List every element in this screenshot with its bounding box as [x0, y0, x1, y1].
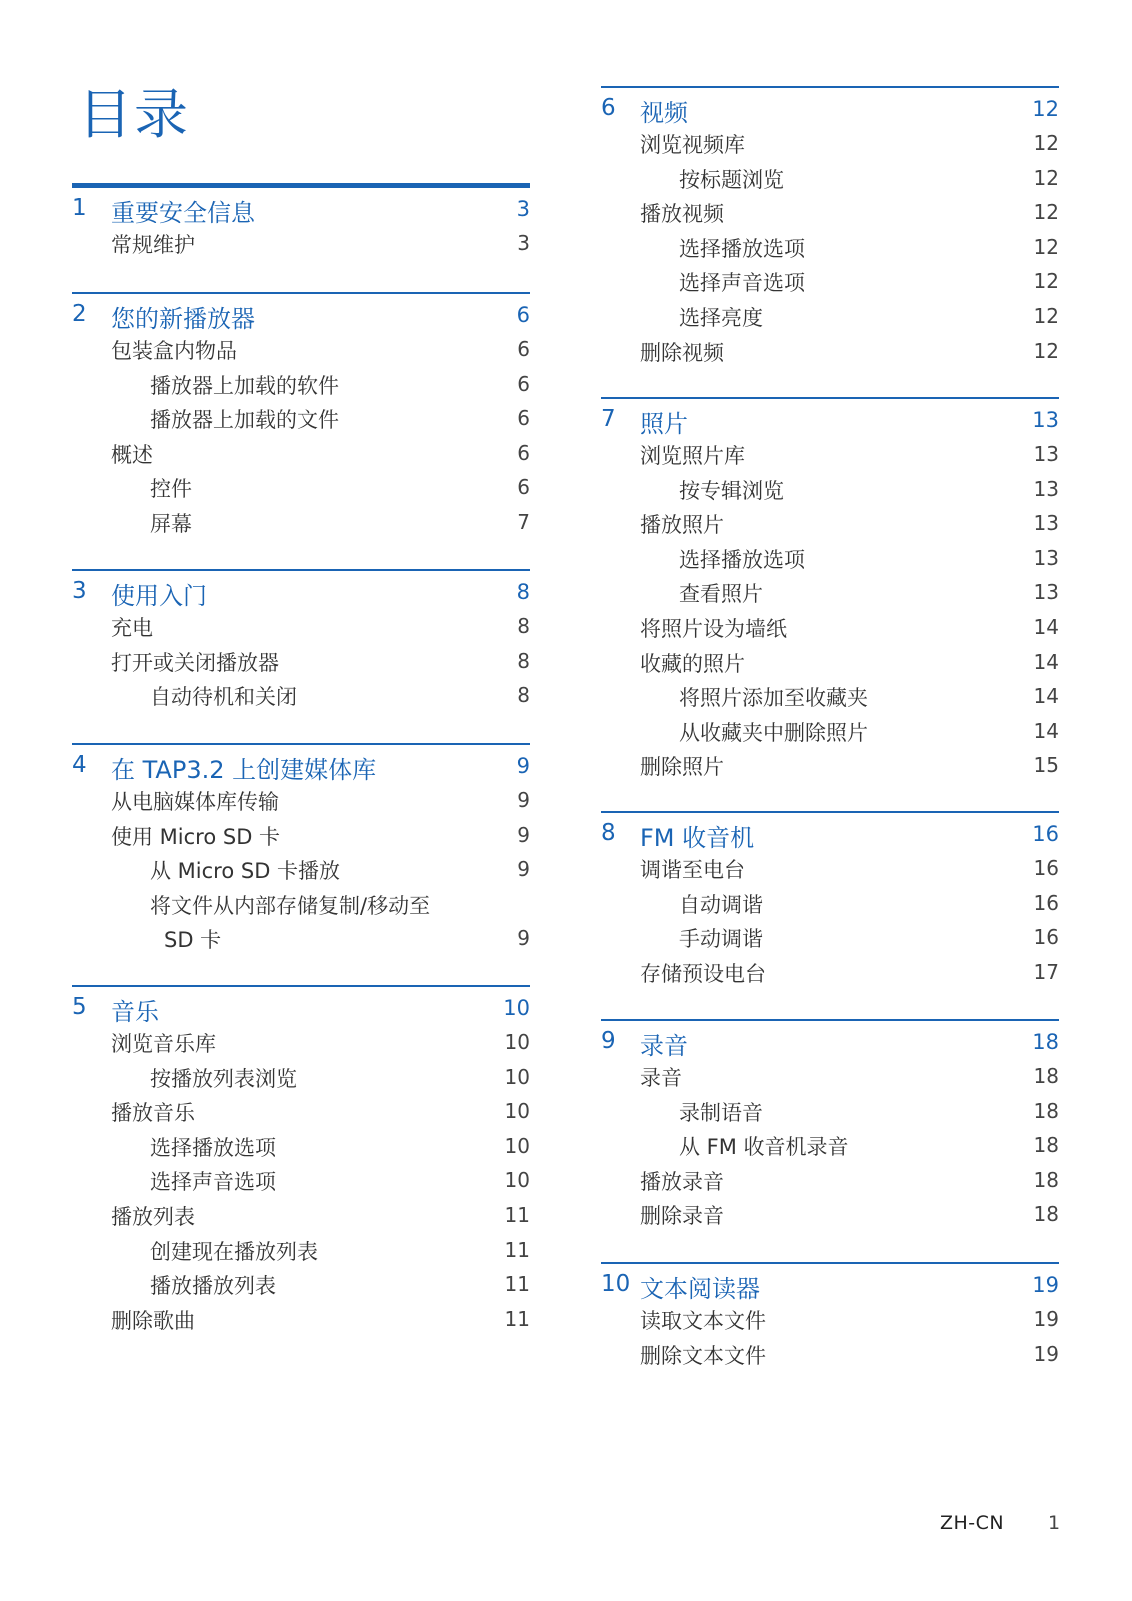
toc-entry[interactable] [601, 1303, 1059, 1338]
entry-label: 按播放列表浏览 [150, 1066, 297, 1091]
section-page: 10 [503, 996, 530, 1020]
entry-page: 8 [517, 614, 530, 638]
toc-entry[interactable] [72, 1026, 530, 1061]
toc-entry[interactable] [601, 611, 1059, 646]
entry-page: 13 [1033, 476, 1059, 501]
entry-page: 12 [1033, 303, 1059, 328]
entry-page: 18 [1033, 1202, 1059, 1227]
section-page: 6 [516, 303, 530, 327]
entry-label: 播放播放列表 [150, 1274, 276, 1299]
toc-entry[interactable] [601, 438, 1059, 473]
section-page: 3 [516, 197, 530, 221]
toc-section [601, 1262, 1059, 1372]
entry-page: 10 [504, 1099, 530, 1124]
toc-entry[interactable] [72, 506, 530, 541]
entry-label: 从 FM 收音机录音 [679, 1135, 849, 1160]
section-page: 16 [1032, 822, 1059, 846]
toc-entry[interactable] [601, 680, 1059, 715]
entry-page: 6 [517, 475, 530, 500]
entry-label: 播放音乐 [111, 1101, 195, 1126]
section-number: 7 [601, 406, 616, 432]
entry-page: 14 [1033, 614, 1059, 639]
toc-section [601, 397, 1059, 784]
entry-label: 选择声音选项 [150, 1170, 276, 1195]
entry-page: 7 [517, 509, 530, 534]
section-number: 6 [601, 95, 616, 121]
section-title: 文本阅读器 [640, 1275, 760, 1303]
entry-page: 18 [1033, 1167, 1059, 1192]
section-title: 录音 [640, 1032, 688, 1060]
toc-entry[interactable] [72, 1303, 530, 1338]
toc-entry[interactable] [601, 1198, 1059, 1233]
section-rule [601, 1262, 1059, 1264]
section-title: 重要安全信息 [111, 199, 255, 227]
entry-label: 屏幕 [150, 511, 192, 536]
toc-entry[interactable] [72, 368, 530, 403]
entry-page: 13 [1033, 511, 1059, 536]
entry-page: 14 [1033, 684, 1059, 709]
entry-label: 删除照片 [640, 755, 724, 780]
section-title: 视频 [640, 99, 688, 127]
entry-page: 9 [517, 788, 530, 812]
entry-label: 将文件从内部存储复制/移动至 [150, 893, 431, 918]
entry-page: 13 [1033, 545, 1059, 570]
toc-entry[interactable] [72, 1164, 530, 1199]
entry-label: 播放器上加载的软件 [150, 373, 339, 398]
toc-entry[interactable] [72, 402, 530, 437]
entry-label: 播放录音 [640, 1169, 724, 1194]
toc-entry[interactable] [72, 437, 530, 472]
section-number: 4 [72, 752, 87, 778]
section-rule [601, 397, 1059, 399]
toc-entry[interactable] [601, 300, 1059, 335]
entry-label: 选择亮度 [679, 305, 763, 330]
entry-page: 9 [517, 857, 530, 882]
toc-entry[interactable] [72, 888, 530, 923]
section-page: 8 [516, 580, 530, 604]
toc-entry[interactable] [72, 1061, 530, 1096]
entry-page: 10 [504, 1168, 530, 1193]
entry-label: 手动调谐 [679, 927, 763, 952]
toc-entry[interactable] [601, 231, 1059, 266]
entry-label: 常规维护 [111, 233, 195, 257]
section-rule [72, 183, 530, 188]
toc-section [72, 292, 530, 541]
entry-page: 18 [1033, 1133, 1059, 1158]
footer-page-number: 1 [1048, 1512, 1061, 1534]
entry-page: 11 [504, 1202, 530, 1227]
section-rule [601, 86, 1059, 88]
toc-entry[interactable] [601, 852, 1059, 887]
entry-page: 6 [517, 440, 530, 465]
toc-entry[interactable] [72, 922, 530, 957]
entry-page: 12 [1033, 269, 1059, 294]
section-number: 8 [601, 820, 616, 846]
toc-entry[interactable] [601, 956, 1059, 991]
entry-label: 读取文本文件 [640, 1309, 766, 1333]
toc-entry[interactable] [601, 576, 1059, 611]
section-title: 您的新播放器 [111, 305, 255, 333]
toc-entry[interactable] [601, 1129, 1059, 1164]
section-heading[interactable] [72, 992, 530, 1026]
toc-entry[interactable] [601, 1338, 1059, 1373]
section-title: FM 收音机 [640, 824, 755, 852]
toc-entry[interactable] [601, 715, 1059, 750]
section-heading[interactable] [72, 750, 530, 784]
section-number: 3 [72, 578, 87, 604]
entry-label: 将照片添加至收藏夹 [679, 686, 868, 711]
toc-entry[interactable] [72, 645, 530, 680]
section-number: 10 [601, 1271, 631, 1297]
toc-entry[interactable] [72, 784, 530, 819]
entry-page: 12 [1033, 165, 1059, 190]
toc-section [601, 1019, 1059, 1233]
toc-entry[interactable] [72, 333, 530, 368]
entry-page: 6 [517, 406, 530, 431]
entry-label: 按专辑浏览 [679, 478, 784, 503]
entry-page: 10 [504, 1030, 530, 1054]
section-page: 19 [1032, 1273, 1059, 1297]
section-rule [72, 569, 530, 571]
entry-label: 创建现在播放列表 [150, 1239, 318, 1264]
toc-entry[interactable] [72, 227, 530, 262]
section-rule [601, 1019, 1059, 1021]
toc-entry[interactable] [72, 1095, 530, 1130]
toc-entry[interactable] [601, 921, 1059, 956]
toc-entry[interactable] [72, 819, 530, 854]
entry-label: 播放照片 [640, 513, 724, 538]
entry-label: 将照片设为墙纸 [640, 616, 787, 641]
entry-label: 包装盒内物品 [111, 339, 237, 363]
section-number: 1 [72, 195, 87, 221]
entry-label: 播放列表 [111, 1204, 195, 1229]
entry-label: 播放器上加载的文件 [150, 408, 339, 433]
section-number: 2 [72, 301, 87, 327]
section-number: 5 [72, 994, 87, 1020]
entry-label: 删除歌曲 [111, 1308, 195, 1333]
entry-label: 自动待机和关闭 [150, 685, 297, 710]
toc-entry[interactable] [72, 610, 530, 645]
toc-section [72, 743, 530, 957]
entry-page: 6 [517, 371, 530, 396]
toc-section [601, 86, 1059, 369]
entry-label: 选择播放选项 [150, 1135, 276, 1160]
entry-label: 从 Micro SD 卡播放 [150, 859, 341, 884]
entry-page: 18 [1033, 1064, 1059, 1088]
toc-entry[interactable] [601, 196, 1059, 231]
toc-entry[interactable] [601, 1164, 1059, 1199]
section-page: 9 [516, 754, 530, 778]
toc-entry[interactable] [601, 473, 1059, 508]
entry-label: 从收藏夹中删除照片 [679, 720, 868, 745]
page-title: 目录 [78, 83, 190, 146]
section-title: 在 TAP3.2 上创建媒体库 [111, 756, 377, 784]
section-rule [72, 743, 530, 745]
entry-page: 10 [504, 1064, 530, 1089]
entry-page: 12 [1033, 338, 1059, 363]
section-rule [601, 811, 1059, 813]
toc-entry[interactable] [601, 887, 1059, 922]
footer-language: ZH-CN [940, 1512, 1005, 1534]
section-heading[interactable] [601, 1269, 1059, 1303]
entry-page: 9 [517, 822, 530, 847]
entry-label: 浏览照片库 [640, 444, 745, 468]
entry-label: 删除录音 [640, 1204, 724, 1229]
entry-label: 录制语音 [679, 1100, 763, 1125]
toc-entry[interactable] [601, 1060, 1059, 1095]
toc-entry[interactable] [72, 1199, 530, 1234]
toc-entry[interactable] [601, 162, 1059, 197]
toc-entry[interactable] [601, 749, 1059, 784]
entry-page: 8 [517, 683, 530, 708]
entry-page: 17 [1033, 959, 1059, 984]
section-page: 18 [1032, 1030, 1059, 1054]
entry-label: 选择声音选项 [679, 271, 805, 296]
entry-label: 浏览音乐库 [111, 1032, 216, 1056]
toc-entry[interactable] [601, 507, 1059, 542]
entry-page: 14 [1033, 718, 1059, 743]
entry-page: 9 [517, 926, 530, 951]
entry-page: 18 [1033, 1098, 1059, 1123]
entry-page: 12 [1033, 131, 1059, 155]
entry-page: 11 [504, 1272, 530, 1297]
toc-section [601, 811, 1059, 990]
entry-label: 删除文本文件 [640, 1343, 766, 1368]
entry-label: 播放视频 [640, 202, 724, 227]
entry-label: 删除视频 [640, 340, 724, 365]
entry-page: 16 [1033, 856, 1059, 880]
entry-page: 14 [1033, 649, 1059, 674]
entry-page: 16 [1033, 890, 1059, 915]
entry-page: 19 [1033, 1307, 1059, 1331]
entry-page: 13 [1033, 442, 1059, 466]
entry-label: 充电 [111, 616, 153, 640]
toc-entry[interactable] [601, 542, 1059, 577]
toc-entry[interactable] [72, 1234, 530, 1269]
entry-page: 11 [504, 1306, 530, 1331]
entry-label: 调谐至电台 [640, 858, 745, 882]
section-title: 照片 [640, 410, 688, 438]
entry-label: 按标题浏览 [679, 167, 784, 192]
entry-page: 16 [1033, 925, 1059, 950]
toc-entry[interactable] [72, 1268, 530, 1303]
entry-page: 19 [1033, 1341, 1059, 1366]
entry-label: 从电脑媒体库传输 [111, 790, 279, 814]
section-rule [72, 985, 530, 987]
entry-label: 控件 [150, 477, 192, 502]
section-heading[interactable] [601, 818, 1059, 852]
entry-label: 录音 [640, 1066, 682, 1090]
toc-entry[interactable] [601, 127, 1059, 162]
toc-entry[interactable] [601, 265, 1059, 300]
toc-section [72, 183, 530, 262]
entry-label: SD 卡 [164, 928, 222, 953]
entry-label: 浏览视频库 [640, 133, 745, 157]
section-rule [72, 292, 530, 294]
section-page: 13 [1032, 408, 1059, 432]
toc-section [72, 569, 530, 714]
toc-entry[interactable] [601, 646, 1059, 681]
section-title: 使用入门 [111, 582, 207, 610]
toc-entry[interactable] [72, 679, 530, 714]
toc-entry[interactable] [72, 471, 530, 506]
entry-label: 打开或关闭播放器 [111, 650, 279, 675]
entry-label: 概述 [111, 442, 153, 467]
entry-page: 13 [1033, 580, 1059, 605]
entry-page: 11 [504, 1237, 530, 1262]
section-page: 12 [1032, 97, 1059, 121]
toc-entry[interactable] [72, 1130, 530, 1165]
entry-label: 自动调谐 [679, 892, 763, 917]
section-heading[interactable] [601, 1026, 1059, 1060]
entry-page: 8 [517, 648, 530, 673]
entry-label: 选择播放选项 [679, 547, 805, 572]
toc-entry[interactable] [72, 853, 530, 888]
section-title: 音乐 [111, 998, 159, 1026]
section-heading[interactable] [601, 93, 1059, 127]
section-number: 9 [601, 1028, 616, 1054]
entry-label: 收藏的照片 [640, 651, 745, 676]
entry-page: 10 [504, 1133, 530, 1158]
entry-label: 使用 Micro SD 卡 [111, 824, 281, 849]
section-heading[interactable] [601, 404, 1059, 438]
toc-section [72, 985, 530, 1337]
section-heading[interactable] [72, 193, 530, 227]
section-heading[interactable] [72, 576, 530, 610]
entry-page: 6 [517, 337, 530, 361]
toc-entry[interactable] [601, 1095, 1059, 1130]
section-heading[interactable] [72, 299, 530, 333]
toc-entry[interactable] [601, 335, 1059, 370]
entry-page: 15 [1033, 753, 1059, 778]
entry-page: 12 [1033, 200, 1059, 225]
entry-page: 3 [517, 231, 530, 255]
entry-label: 存储预设电台 [640, 961, 766, 986]
entry-page: 12 [1033, 234, 1059, 259]
entry-label: 选择播放选项 [679, 236, 805, 261]
entry-label: 查看照片 [679, 582, 763, 607]
